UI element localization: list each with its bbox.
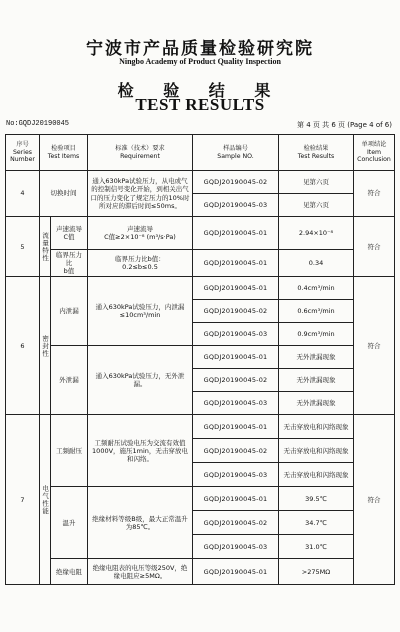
row7-sub1-sample-3: GQDJ20190045-03 — [193, 463, 279, 487]
row5-sub1-sample: GQDJ20190045-01 — [193, 217, 279, 250]
row7-conclusion: 符合 — [354, 415, 395, 585]
row5-sub2-item: 临界压力比 b值 — [51, 250, 88, 277]
row7-sub2-result-1: 39.5℃ — [279, 487, 354, 511]
row7-sub2-result-2: 34.7℃ — [279, 511, 354, 535]
col-header-sample: 样品编号 Sample NO. — [193, 135, 279, 171]
page-indicator: 第 4 页 共 6 页 (Page 4 of 6) — [297, 121, 392, 129]
row7-sub3-item: 绝缘电阻 — [51, 559, 88, 585]
row7-sub1-item: 工频耐压 — [51, 415, 88, 487]
table-header-row — [6, 135, 395, 171]
row4-seq: 4 — [6, 171, 40, 217]
row6-sub2-sample-2: GQDJ20190045-02 — [193, 369, 279, 392]
row6-sub2-item: 外泄漏 — [51, 346, 88, 415]
row5-group: 流量特性 — [40, 217, 51, 277]
row6-conclusion: 符合 — [354, 277, 395, 415]
row6-sub2-result-3: 无外泄漏现象 — [279, 392, 354, 415]
row6-sub1-requirement: 通入630kPa试验压力，内泄漏≤10cm³/min — [88, 277, 193, 346]
row7-sub2-sample-3: GQDJ20190045-03 — [193, 535, 279, 559]
row6-sub2-result-2: 无外泄漏现象 — [279, 369, 354, 392]
row4-result-1: 见第六页 — [279, 171, 354, 194]
org-name-cn: 宁波市产品质量检验研究院 — [86, 39, 314, 59]
row7-group: 电气性能 — [40, 415, 51, 585]
row5-sub1-result: 2.94×10⁻⁸ — [279, 217, 354, 250]
report-number: No:GQDJ20190045 — [6, 120, 70, 128]
row5-sub1-item: 声速流导 C值 — [51, 217, 88, 250]
row7-sub1-result-1: 无击穿放电和闪络现象 — [279, 415, 354, 439]
row6-sub2-result-1: 无外泄漏现象 — [279, 346, 354, 369]
row6-sub1-result-1: 0.4cm³/min — [279, 277, 354, 300]
row6-sub1-result-3: 0.9cm³/min — [279, 323, 354, 346]
row6-sub2-sample-3: GQDJ20190045-03 — [193, 392, 279, 415]
row6-sub1-sample-2: GQDJ20190045-02 — [193, 300, 279, 323]
row7-sub2-sample-2: GQDJ20190045-02 — [193, 511, 279, 535]
col-header-item: 检验项目 Test Items — [40, 135, 88, 171]
row7-sub1-result-2: 无击穿放电和闪络现象 — [279, 439, 354, 463]
col-header-result: 检验结果 Test Results — [279, 135, 354, 171]
row7-sub1-sample-1: GQDJ20190045-01 — [193, 415, 279, 439]
row4-requirement: 通入630kPa试验压力，从电或气的控制信号变化开始，到相关出气口的压力变化了规定压力的10%时所对应的滞后时间≤50ms。 — [88, 171, 193, 217]
row5-sub1-requirement: 声速流导 C值≥2×10⁻⁸ (m³/s·Pa) — [88, 217, 193, 250]
row7-sub1-requirement: 工频耐压试验电压为交流有效值1000V，施压1min，无击穿放电和闪络。 — [88, 415, 193, 487]
row6-seq: 6 — [6, 277, 40, 415]
row4-result-2: 见第六页 — [279, 194, 354, 217]
row4-item: 切换时间 — [40, 171, 88, 217]
row7-sub3-requirement: 绝缘电阻表的电压等级250V，绝缘电阻应≥5MΩ。 — [88, 559, 193, 585]
col-header-conclusion: 单项结论 Item Conclusion — [354, 135, 395, 171]
row4-conclusion: 符合 — [354, 171, 395, 217]
row7-sub2-result-3: 31.0℃ — [279, 535, 354, 559]
row6-sub2-requirement: 通入630kPa试验压力，无外泄漏。 — [88, 346, 193, 415]
row7-sub2-item: 温升 — [51, 487, 88, 559]
row4-sample-2: GQDJ20190045-03 — [193, 194, 279, 217]
row7-sub2-sample-1: GQDJ20190045-01 — [193, 487, 279, 511]
row5-sub2-sample: GQDJ20190045-01 — [193, 250, 279, 277]
row7-sub1-result-3: 无击穿放电和闪络现象 — [279, 463, 354, 487]
row5-sub2-result: 0.34 — [279, 250, 354, 277]
row5-seq: 5 — [6, 217, 40, 277]
row6-group: 密封性 — [40, 277, 51, 415]
row6-sub1-sample-3: GQDJ20190045-03 — [193, 323, 279, 346]
row6-sub1-sample-1: GQDJ20190045-01 — [193, 277, 279, 300]
title-cn: 检 验 结 果 — [117, 81, 283, 100]
col-header-seq: 序号 Series Number — [6, 135, 40, 171]
results-table — [5, 134, 395, 585]
row7-sub2-requirement: 绝缘材料等级B级，最大正常温升为85℃。 — [88, 487, 193, 559]
title-en: TEST RESULTS — [135, 95, 265, 114]
row6-sub1-item: 内泄漏 — [51, 277, 88, 346]
col-header-requirement: 标准（技术）要求 Requirement — [88, 135, 193, 171]
row5-conclusion: 符合 — [354, 217, 395, 277]
row7-sub3-sample: GQDJ20190045-01 — [193, 559, 279, 585]
row7-sub1-sample-2: GQDJ20190045-02 — [193, 439, 279, 463]
row4-sample-1: GQDJ20190045-02 — [193, 171, 279, 194]
row6-sub2-sample-1: GQDJ20190045-01 — [193, 346, 279, 369]
row7-sub3-result: >275MΩ — [279, 559, 354, 585]
row7-seq: 7 — [6, 415, 40, 585]
row5-sub2-requirement: 临界压力比b值： 0.2≤b≤0.5 — [88, 250, 193, 277]
row6-sub1-result-2: 0.6cm³/min — [279, 300, 354, 323]
org-name-en: Ningbo Academy of Product Quality Inspection — [119, 57, 281, 66]
